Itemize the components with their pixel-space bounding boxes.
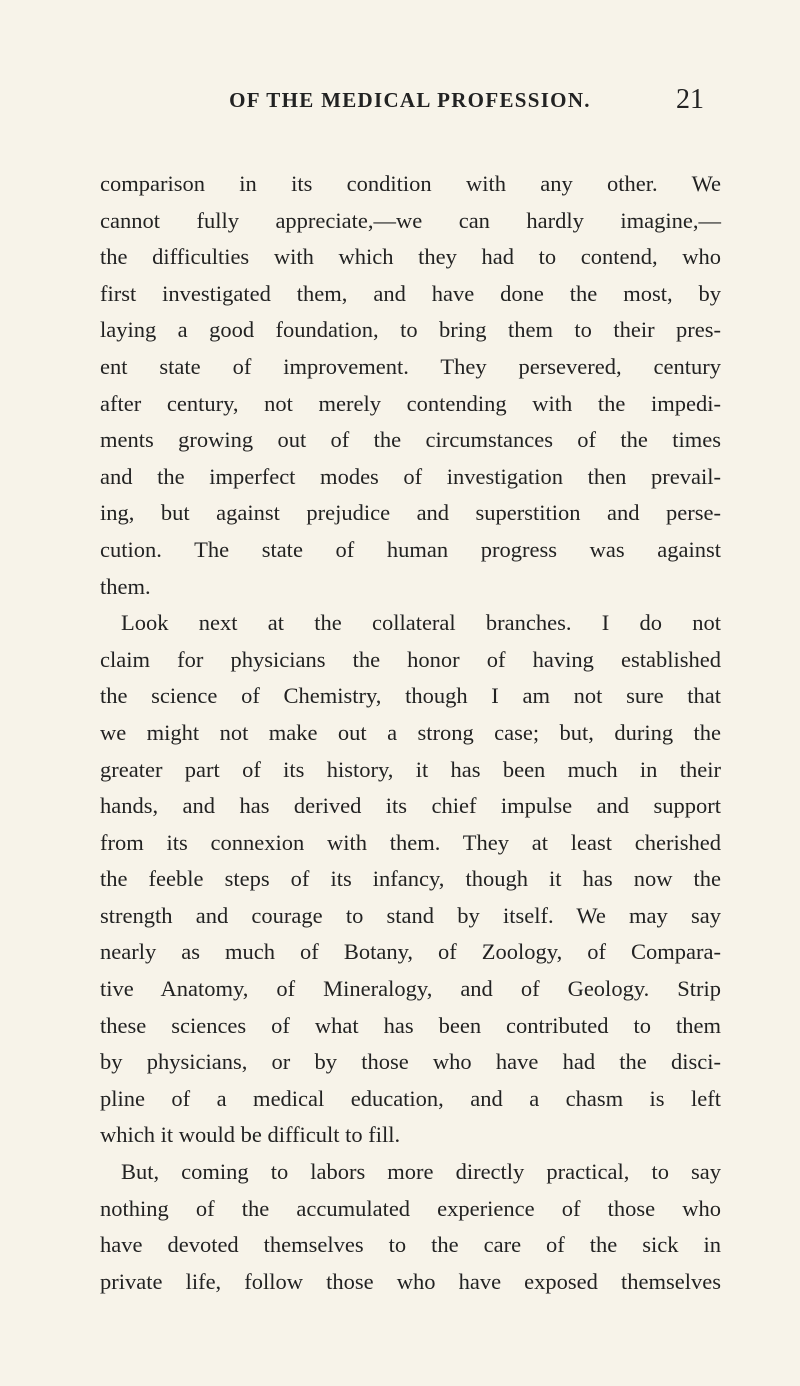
running-title: OF THE MEDICAL PROFESSION. — [229, 88, 591, 112]
text-line: claim for physicians the honor of having established — [100, 646, 721, 672]
text-line: by physicians, or by those who have had the disci- — [100, 1049, 721, 1075]
text-line: after century, not merely contending with the impedi- — [100, 390, 721, 416]
text-line: pline of a medical education, and a chasm is left — [100, 1085, 721, 1111]
text-line: ing, but against prejudice and superstition and perse- — [100, 500, 721, 526]
page-number: 21 — [676, 84, 704, 115]
text-line: have devoted themselves to the care of the sick in — [100, 1232, 721, 1258]
text-line: nothing of the accumulated experience of those who — [100, 1195, 721, 1221]
text-line: cution. The state of human progress was against — [100, 536, 721, 562]
text-line: ments growing out of the circumstances of the times — [100, 427, 721, 453]
text-line: first investigated them, and have done the most, by — [100, 280, 721, 306]
text-line: and the imperfect modes of investigation then prevail- — [100, 463, 721, 489]
text-line: tive Anatomy, of Mineralogy, and of Geology. Strip — [100, 976, 721, 1002]
text-line: greater part of its history, it has been much in their — [100, 756, 721, 782]
text-line: ent state of improvement. They persevered, century — [100, 353, 721, 379]
text-line: which it would be difficult to fill. — [100, 1122, 401, 1148]
text-line: comparison in its condition with any other. We — [100, 171, 721, 196]
text-line: private life, follow those who have exposed themselves — [100, 1268, 721, 1294]
text-line: the science of Chemistry, though I am not sure that — [100, 683, 721, 709]
body-text — [100, 166, 721, 1300]
text-line: we might not make out a strong case; but, during the — [100, 719, 721, 745]
text-line: But, coming to labors more directly practical, to say — [121, 1159, 721, 1185]
text-line: hands, and has derived its chief impulse and support — [100, 793, 721, 819]
text-line: the difficulties with which they had to contend, who — [100, 244, 721, 270]
text-line: these sciences of what has been contributed to them — [100, 1012, 721, 1038]
running-head — [110, 84, 710, 128]
text-line: them. — [100, 573, 151, 599]
text-line: strength and courage to stand by itself. We may say — [100, 902, 721, 928]
text-line: Look next at the collateral branches. I do not — [121, 610, 721, 636]
text-line: laying a good foundation, to bring them to their pres- — [100, 317, 721, 343]
text-line: from its connexion with them. They at least cherished — [100, 829, 721, 855]
text-line: the feeble steps of its infancy, though it has now the — [100, 866, 721, 892]
text-line: cannot fully appreciate,—we can hardly imagine,— — [100, 207, 721, 233]
text-line: nearly as much of Botany, of Zoology, of Compara- — [100, 939, 721, 965]
